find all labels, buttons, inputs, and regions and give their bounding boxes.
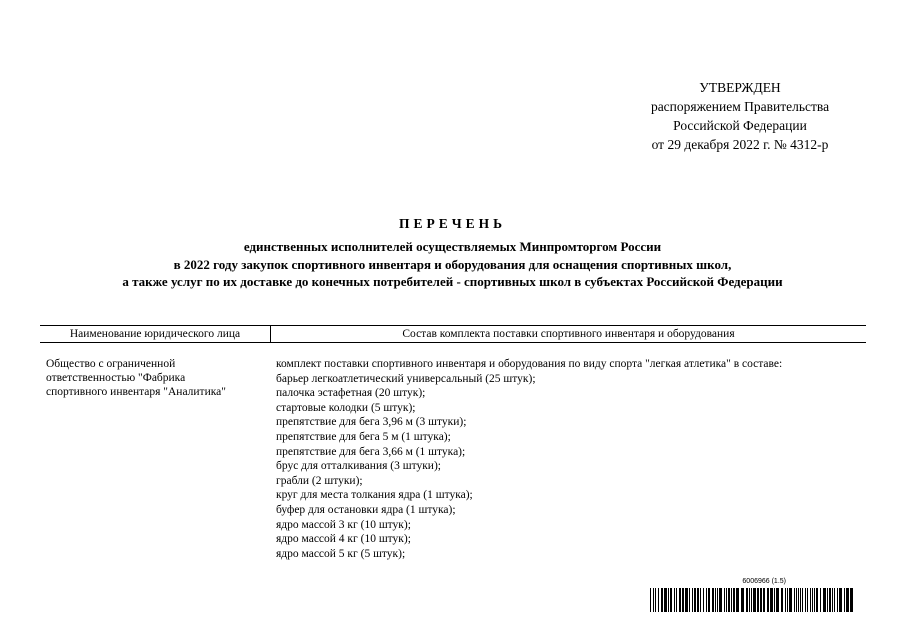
barcode-bar (741, 588, 744, 612)
barcode-bar (664, 588, 667, 612)
header-entity: Наименование юридического лица (40, 326, 271, 342)
list-item: препятствие для бега 3,96 м (3 штуки); (276, 416, 467, 429)
entity-line: Общество с ограниченной (46, 358, 176, 370)
barcode-bar (653, 588, 654, 612)
barcode-bar (832, 588, 833, 612)
barcode-bar (805, 588, 806, 612)
barcode-bar (753, 588, 756, 612)
document-subtitle (0, 238, 905, 291)
barcode-bar (703, 588, 704, 612)
barcode-bar (726, 588, 727, 612)
barcode-bar (697, 588, 699, 612)
barcode-bar (837, 588, 838, 612)
barcode-bar (661, 588, 663, 612)
barcode-bar (685, 588, 688, 612)
list-item: препятствие для бега 5 м (1 штука); (276, 430, 451, 443)
subtitle-line: единственных исполнителей осуществляемых Минпромторгом России (243, 239, 662, 254)
barcode-bar (689, 588, 690, 612)
document-title: ПЕРЕЧЕНЬ (398, 216, 507, 231)
barcode-bar (774, 588, 775, 612)
barcode-bar (712, 588, 714, 612)
barcode-bar (668, 588, 669, 612)
barcode-bar (807, 588, 808, 612)
approval-line: распоряжением Правительства (650, 99, 830, 114)
barcode-bar (770, 588, 773, 612)
barcode-bar (789, 588, 792, 612)
approval-line: УТВЕРЖДЕН (699, 80, 781, 95)
barcode-bar (717, 588, 718, 612)
barcode-bar (846, 588, 849, 612)
barcode-bar (814, 588, 815, 612)
barcode-bar (812, 588, 813, 612)
barcode-bar (724, 588, 725, 612)
entity-line: ответственностью "Фабрика (46, 372, 186, 385)
barcode-bar (798, 588, 799, 612)
barcode-bar (746, 588, 748, 612)
approval-line: от 29 декабря 2022 г. № 4312-р (651, 137, 829, 152)
barcode-bar (850, 588, 853, 612)
barcode-bar (749, 588, 750, 612)
list-item: круг для места толкания ядра (1 штука); (276, 489, 473, 502)
barcode-bar (736, 588, 739, 612)
barcode-bar (829, 588, 831, 612)
list-item: грабли (2 штуки); (276, 474, 363, 487)
list-item: буфер для остановки ядра (1 штука); (276, 503, 456, 516)
approval-line: Российской Федерации (673, 118, 807, 133)
barcode-bar (787, 588, 788, 612)
barcode-bar (679, 588, 681, 612)
barcode-bar (700, 588, 701, 612)
barcode-bar (658, 588, 659, 612)
barcode-bar (655, 588, 656, 612)
barcode-bar (676, 588, 677, 612)
list-item: ядро массой 3 кг (10 штук); (276, 518, 411, 531)
barcode-bar (820, 588, 821, 612)
barcode-label: 6006966 (1.5) (742, 578, 786, 585)
list-item: палочка эстафетная (20 штук); (276, 387, 426, 400)
list-item: стартовые колодки (5 штук); (276, 401, 416, 414)
list-item: ядро массой 5 кг (5 штук); (276, 547, 406, 560)
barcode-bar (834, 588, 835, 612)
barcode-bar (785, 588, 786, 612)
list-item: препятствие для бега 3,66 м (1 штука); (276, 445, 466, 458)
barcode-bar (800, 588, 801, 612)
entity-name (46, 357, 266, 400)
barcode-bar (682, 588, 684, 612)
barcode-bar (757, 588, 759, 612)
barcode-bar (827, 588, 828, 612)
barcode-bar (816, 588, 818, 612)
subtitle-line: а также услуг по их доставке до конечных потребителей - спортивных школ в субъектах Российской Федерации (122, 274, 783, 289)
barcode-bar (767, 588, 769, 612)
entity-line: спортивного инвентаря "Аналитика" (46, 386, 226, 399)
barcode-bar (733, 588, 735, 612)
list-item: ядро массой 4 кг (10 штук); (276, 533, 411, 546)
barcode-bar (781, 588, 783, 612)
barcode-bar (810, 588, 811, 612)
subtitle-line: в 2022 году закупок спортивного инвентаря и оборудования для оснащения спортивных школ, (173, 256, 732, 272)
barcode (648, 578, 858, 612)
barcode-bar (674, 588, 675, 612)
barcode-bar (719, 588, 722, 612)
items-list (276, 357, 866, 561)
barcode-bar (796, 588, 797, 612)
barcode-bar (763, 588, 765, 612)
barcode-bar (839, 588, 842, 612)
barcode-bar (844, 588, 845, 612)
barcode-bar (694, 588, 696, 612)
barcode-bar (670, 588, 672, 612)
barcode-bar (728, 588, 730, 612)
barcode-bar (692, 588, 693, 612)
list-item: комплект поставки спортивного инвентаря и оборудования по виду спорта "легкая атлетика" в составе: (276, 358, 783, 370)
barcode-bar (751, 588, 752, 612)
list-item: барьер легкоатлетический универсальный (25 штук); (276, 372, 536, 385)
barcode-bar (731, 588, 732, 612)
barcode-icon (648, 588, 858, 612)
barcode-bar (706, 588, 707, 612)
barcode-bar (794, 588, 795, 612)
barcode-bar (802, 588, 803, 612)
barcode-bar (776, 588, 779, 612)
barcode-bar (708, 588, 710, 612)
header-items: Состав комплекта поставки спортивного инвентаря и оборудования (402, 328, 735, 340)
barcode-bar (823, 588, 826, 612)
table-header (40, 325, 866, 343)
barcode-bar (650, 588, 651, 612)
list-item: брус для отталкивания (3 штуки); (276, 460, 441, 473)
barcode-bar (715, 588, 716, 612)
approval-block (610, 78, 870, 154)
barcode-bar (760, 588, 762, 612)
